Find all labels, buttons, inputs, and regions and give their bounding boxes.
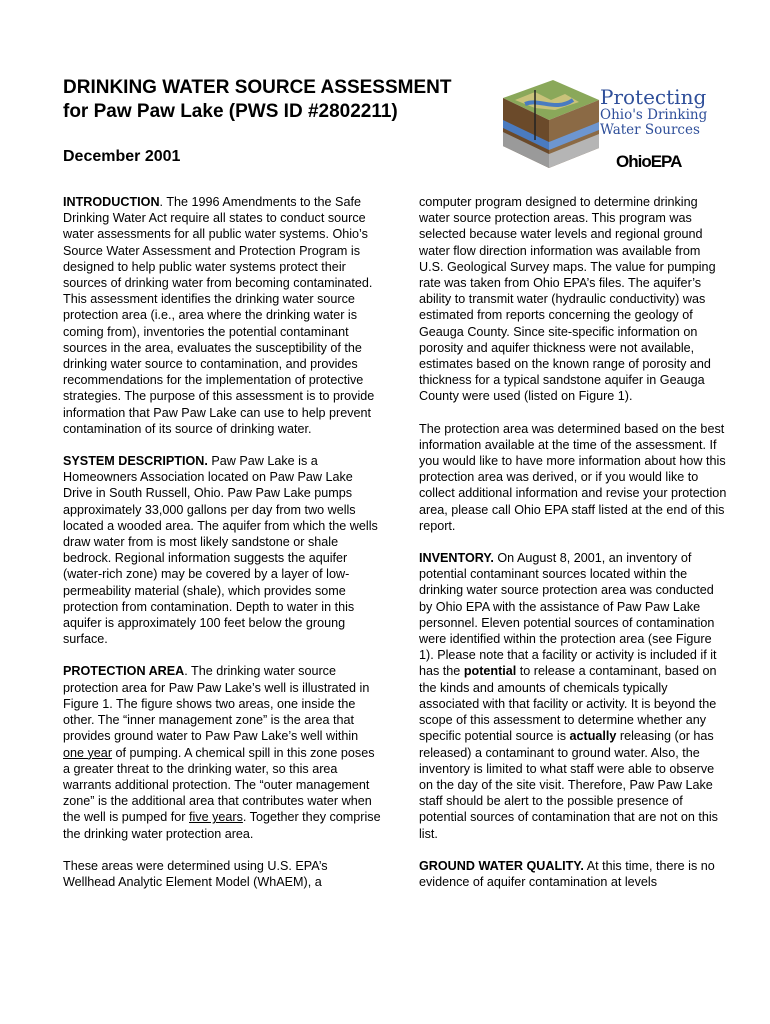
protection-area-text-1: . The drinking water source protection area for Paw Paw Lake’s well is illustrated in Figure 1. The figure shows two areas, one inside the other. The “inner management zone” is the area that provides ground water to Paw Paw Lake’s well within: [63, 664, 370, 744]
ground-water-quality-heading: GROUND WATER QUALITY.: [419, 858, 584, 873]
logo-wordmark: [600, 86, 707, 138]
inventory-paragraph: [419, 550, 727, 842]
introduction-heading: INTRODUCTION: [63, 195, 160, 209]
document-date: December 2001: [63, 148, 181, 165]
inventory-text-3: releasing (or has released) a contaminant to ground water. Also, the inventory is limited to what staff were able to observe on the day of the site visit. Therefore, Paw Paw Lake staff should be alert to the possible presence of potential sources of contamination that are not on this list.: [419, 729, 718, 841]
logo-line-3: Water Sources: [600, 122, 700, 138]
models-paragraph: These areas were determined using U.S. EPA’s Wellhead Analytic Element Model (WhAEM), a: [63, 858, 328, 889]
protection-area-heading: PROTECTION AREA: [63, 664, 185, 679]
landscape-block-icon: [495, 70, 607, 182]
program-paragraph: computer program designed to determine drinking water source protection areas. This program was selected because water levels and regional ground water flow direction information was available from U.S. Geological Survey maps. The value for pumping rate was taken from Ohio EPA’s files. The aquifer’s ability to transmit water (hydraulic conductivity) was estimated from reports concerning the geology of Geauga County. Since site-specific information on porosity and aquifer thickness were not available, estimates based on the known range of porosity and thickness for a typical sandstone aquifer in Geauga County were used (listed on Figure 1).: [419, 195, 716, 404]
logo-line-1: Protecting: [600, 85, 707, 109]
ohio-epa-logo: OhioEPA: [616, 152, 682, 171]
inventory-heading: INVENTORY.: [419, 551, 494, 566]
logo-line-2: Ohio's Drinking: [600, 107, 708, 123]
potential-bold: potential: [463, 664, 517, 679]
system-description-text: Paw Paw Lake is a Homeowners Association located on Paw Paw Lake Drive in South Russell, Ohio. Paw Paw Lake pumps approximately 33,000 gallons per day from two wells located a wooded area. The aquifer from which the wells draw water from is most likely sandstone or shale bedrock. Regional information suggests the aquifer (water-rich zone) may be covered by a layer of low-permeability material (shale), which provides some protection from contamination. Depth to water in this aquifer is approximately 100 feet below the groung surface.: [63, 454, 378, 647]
protection-area-text-3: . Together they comprise the drinking water protection area.: [63, 810, 381, 841]
protection-area-paragraph: [63, 663, 381, 841]
introduction-text: . The 1996 Amendments to the Safe Drinking Water Act require all states to conduct source water assessments for all public water systems. Ohio’s Source Water Assessment and Protection Program is designed to help public water systems protect their sources of drinking water from becoming contaminated. This assessment identifies the drinking water source protection area (i.e., area where the drinking water is coming from), inventories the potential contaminant sources in the area, evaluates the susceptibility of the drinking water source to contamination, and provides recommendations for the implementation of protective strategies. The purpose of this assessment is to provide information that Paw Paw Lake can use to help prevent contamination of its source of drinking water.: [63, 195, 375, 436]
title-line-2: for Paw Paw Lake (PWS ID #2802211): [63, 101, 398, 122]
introduction-paragraph: [63, 194, 381, 437]
document-title: [63, 76, 451, 124]
protecting-ohio-logo: [495, 70, 735, 182]
inventory-text-1: On August 8, 2001, an inventory of potential contaminant sources located within the drinking water source protection area was conducted by Ohio EPA with the assistance of Paw Paw Lake personnel. Eleven potential sources of contamination were identified within the protection area (see Figure 1). Please note that a facility or activity is included if it has the: [419, 551, 717, 679]
ground-water-quality-text: At this time, there is no evidence of aquifer contamination at levels: [419, 858, 715, 889]
determined-paragraph: The protection area was determined based on the best information available at the time of the assessment. If you would like to have more information about how this protection area was derived, or if you would like to collect additional information and revise your protection area, please call Ohio EPA staff listed at the end of this report.: [419, 421, 727, 533]
ground-water-quality-paragraph: [419, 858, 727, 890]
protection-area-text-2: of pumping. A chemical spill in this zone poses a greater threat to the drinking water, so this area warrants additional protection. The “outer management zone” is the additional area that contributes water when the well is pumped for: [63, 745, 375, 825]
left-column: [63, 194, 381, 906]
actually-bold: actually: [569, 729, 617, 744]
inventory-text-2: to release a contaminant, based on the kinds and amounts of chemicals typically associated with that facility or activity. It is beyond the scope of this assessment to determine whether any specific potential source is: [419, 664, 717, 744]
five-years-underlined: five years: [189, 810, 243, 825]
right-column: [419, 194, 727, 906]
system-description-paragraph: [63, 453, 381, 647]
one-year-underlined: one year: [63, 745, 113, 760]
title-line-1: DRINKING WATER SOURCE ASSESSMENT: [63, 77, 452, 98]
system-description-heading: SYSTEM DESCRIPTION.: [63, 454, 208, 469]
